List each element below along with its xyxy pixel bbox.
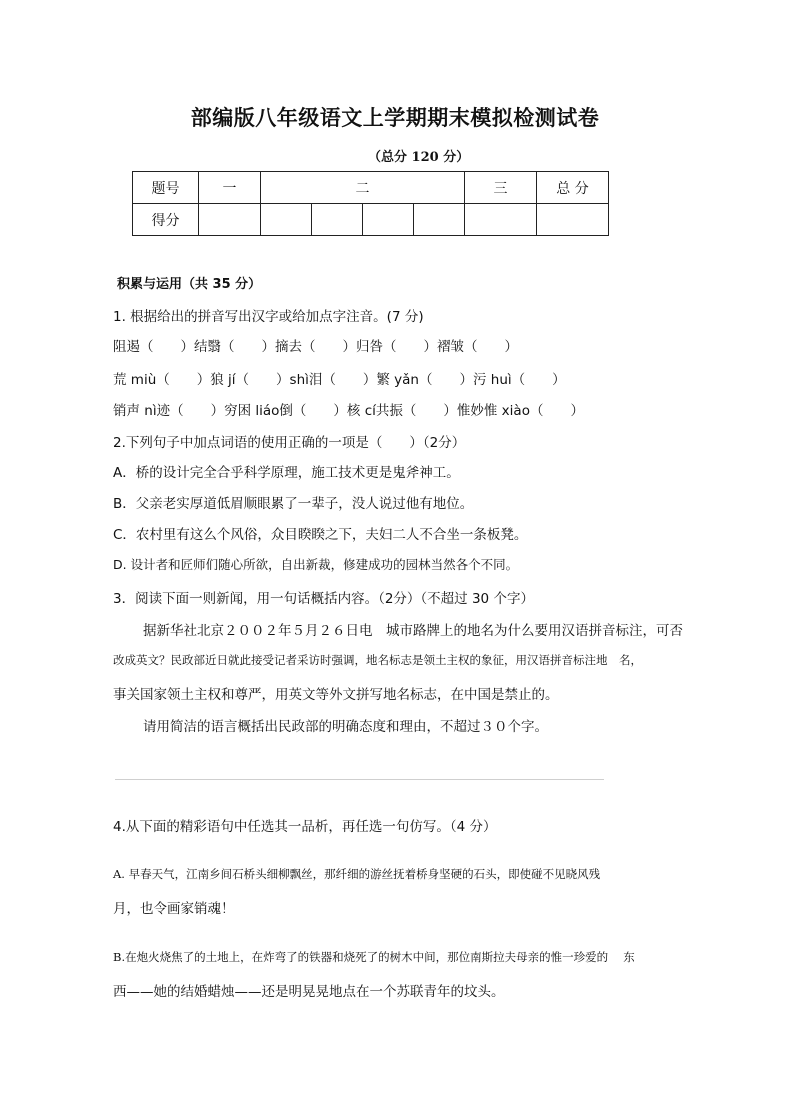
score-cell[interactable] [363, 204, 414, 236]
q2-option-c: C．农村里有这么个风俗，众目睽睽之下，夫妇二人不合坐一条板凳。 [113, 527, 528, 543]
header-part-three: 三 [465, 172, 537, 204]
q2-option-a: A．桥的设计完全合乎科学原理，施工技术更是鬼斧神工。 [113, 465, 460, 481]
q4-stem: 4.从下面的精彩语句中任选其一品析，再任选一句仿写。（4 分） [113, 819, 497, 835]
q3-news-line-2: 改成英文？民政部近日就此接受记者采访时强调，地名标志是领土主权的象征，用汉语拼音标注地 名， [113, 653, 642, 667]
q2-stem: 2.下列句子中加点词语的使用正确的一项是（ ）（2分） [113, 435, 466, 451]
q1-line-3: 销声 nì迹（ ）穷困 liáo倒（ ）核 cí共振（ ）惟妙惟 xiào（ ） [113, 403, 584, 419]
section-heading: 积累与运用（共 35 分） [117, 277, 262, 292]
answer-line [115, 779, 604, 780]
score-cell[interactable] [199, 204, 261, 236]
header-part-two: 二 [261, 172, 465, 204]
q3-news-line-3: 事关国家领土主权和尊严，用英文等外文拼写地名标志，在中国是禁止的。 [113, 687, 559, 703]
header-total: 总 分 [537, 172, 609, 204]
q1-line-2: 荒 miù（ ）狼 jí（ ）shì泪（ ）繁 yǎn（ ）污 huì（ ） [113, 372, 566, 388]
score-table-score-row [133, 204, 609, 236]
score-cell[interactable] [414, 204, 465, 236]
page-title: 部编版八年级语文上学期期末模拟检测试卷 [190, 106, 600, 130]
row-label-score: 得分 [133, 204, 199, 236]
q4-sentence-b-line-1: B.在炮火烧焦了的土地上，在炸弯了的铁器和烧死了的树木中间，那位南斯拉夫母亲的惟一珍爱的 东 [113, 950, 635, 964]
q4-sentence-b-line-2: 西——她的结婚蜡烛——还是明晃晃地点在一个苏联青年的坟头。 [113, 984, 505, 1000]
score-table [132, 171, 609, 236]
score-cell[interactable] [465, 204, 537, 236]
q2-option-b: B．父亲老实厚道低眉顺眼累了一辈子，没人说过他有地位。 [113, 496, 474, 512]
q2-option-d: D. 设计者和匠师们随心所欲，自出新裁，修建成功的园林当然各个不同。 [113, 557, 519, 572]
q4-sentence-a-line-2: 月，也令画家销魂！ [113, 901, 235, 917]
q1-line-1: 阻遏（ ）结翳（ ）摘去（ ）归咎（ ）褶皱（ ） [113, 339, 518, 355]
q3-stem: 3．阅读下面一则新闻，用一句话概括内容。（2分）（不超过 30 个字） [113, 591, 534, 607]
q3-news-line-1: 据新华社北京２００２年５月２６日电 城市路牌上的地名为什么要用汉语拼音标注，可否 [143, 623, 683, 639]
header-question-number: 题号 [133, 172, 199, 204]
total-score-note: （总分 120 分） [368, 150, 470, 165]
q1-stem: 1. 根据给出的拼音写出汉字或给加点字注音。(7 分) [113, 309, 424, 325]
q4-sentence-a-line-1: A. 早春天气，江南乡间石桥头细柳飘丝，那纤细的游丝抚着桥身坚硬的石头，即使碰不见晓风残 [113, 867, 601, 881]
score-cell[interactable] [312, 204, 363, 236]
score-cell[interactable] [537, 204, 609, 236]
score-table-header-row [133, 172, 609, 204]
header-part-one: 一 [199, 172, 261, 204]
q3-instruction: 请用简洁的语言概括出民政部的明确态度和理由，不超过３０个字。 [143, 719, 548, 735]
score-cell[interactable] [261, 204, 312, 236]
